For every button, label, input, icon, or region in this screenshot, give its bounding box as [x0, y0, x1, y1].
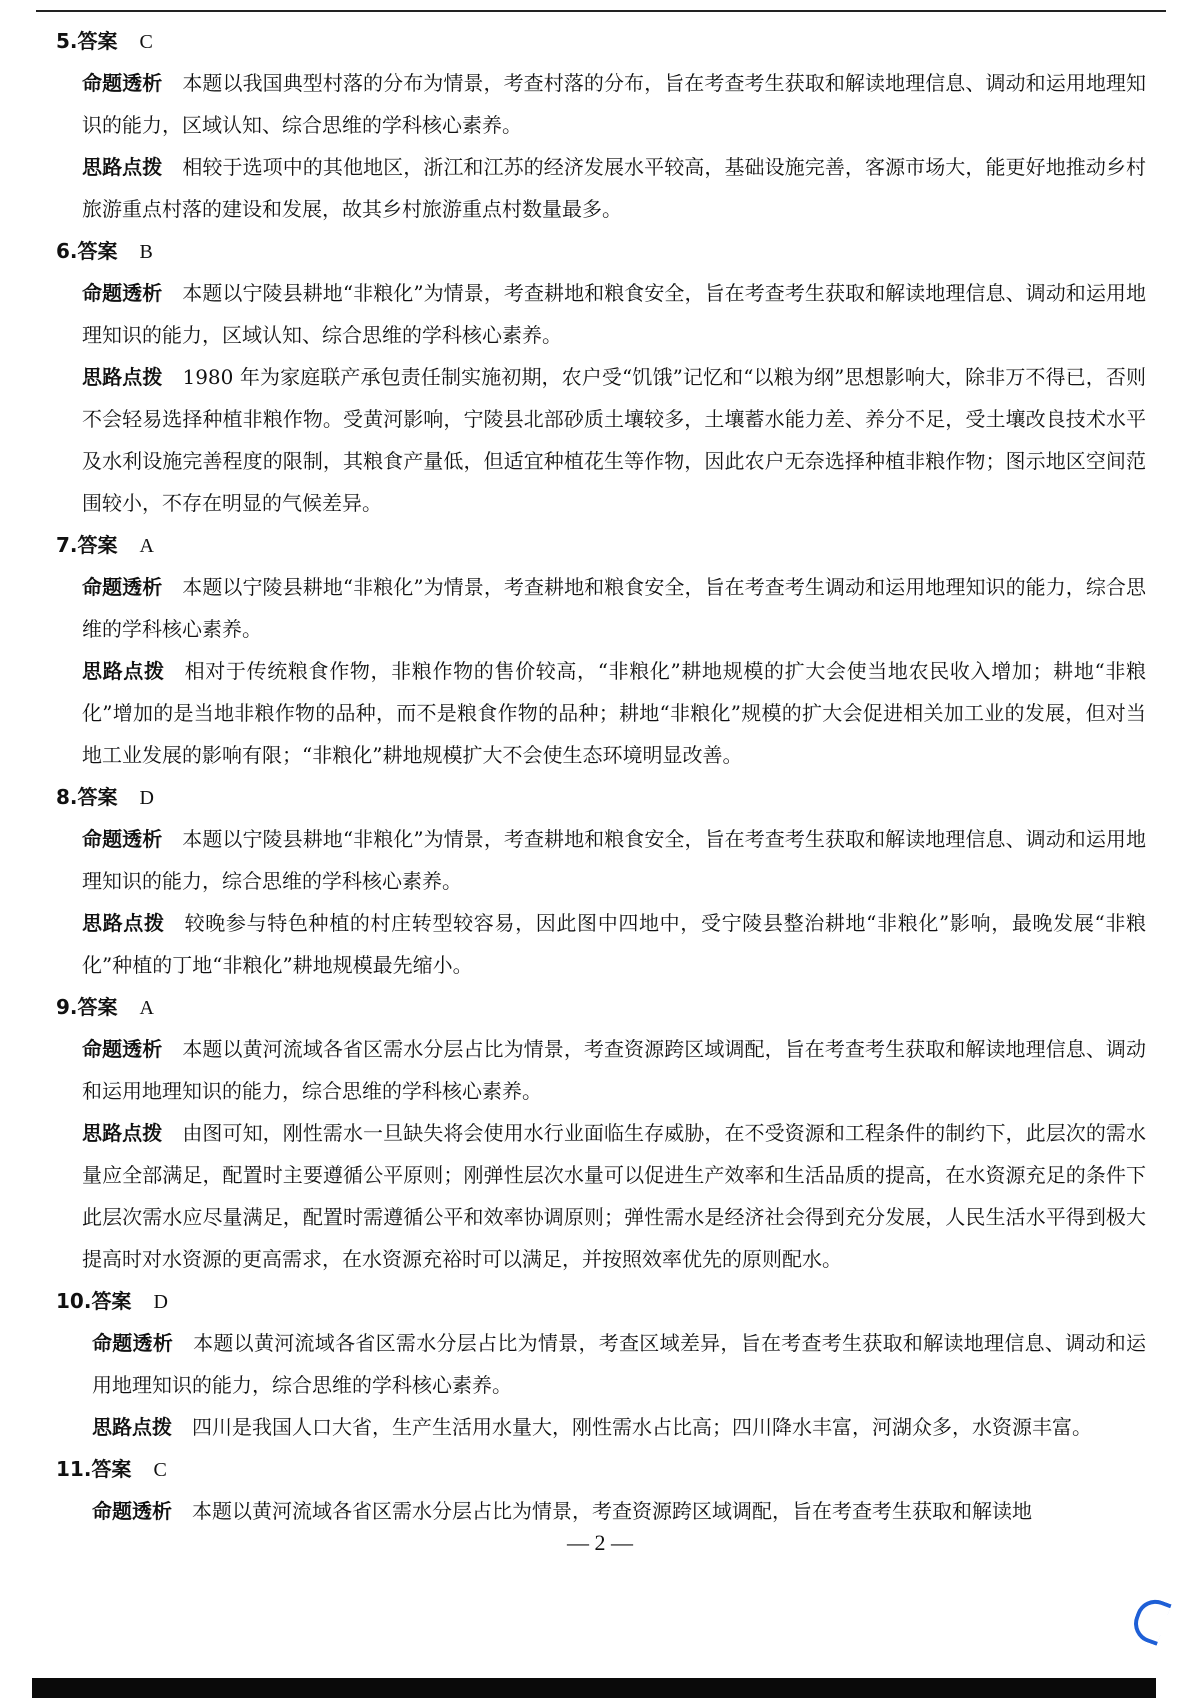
hint-paragraph: [82, 356, 1146, 524]
hint-label: 思路点拨: [82, 1121, 163, 1145]
answer-label: 答案: [77, 239, 118, 263]
analysis-text: 本题以黄河流域各省区需水分层占比为情景，考查区域差异，旨在考查考生获取和解读地理信息、调动和运用地理知识的能力，综合思维的学科核心素养。: [92, 1331, 1147, 1397]
analysis-paragraph: [82, 1028, 1146, 1112]
hint-text: 较晚参与特色种植的村庄转型较容易，因此图中四地中，受宁陵县整治耕地“非粮化”影响，最晚发展“非粮化”种植的丁地“非粮化”耕地规模最先缩小。: [82, 911, 1146, 977]
page-number: — 2 —: [567, 1530, 633, 1555]
analysis-paragraph: [82, 272, 1146, 356]
analysis-label: 命题透析: [82, 575, 163, 599]
answer-line: [56, 230, 1146, 272]
hint-paragraph: [82, 902, 1146, 986]
analysis-paragraph: [82, 818, 1146, 902]
analysis-text: 本题以宁陵县耕地“非粮化”为情景，考查耕地和粮食安全，旨在考查考生获取和解读地理信息、调动和运用地理知识的能力，区域认知、综合思维的学科核心素养。: [82, 281, 1147, 347]
analysis-text: 本题以宁陵县耕地“非粮化”为情景，考查耕地和粮食安全，旨在考查考生调动和运用地理知识的能力，综合思维的学科核心素养。: [82, 575, 1147, 641]
hint-text: 相较于选项中的其他地区，浙江和江苏的经济发展水平较高，基础设施完善，客源市场大，能更好地推动乡村旅游重点村落的建设和发展，故其乡村旅游重点村数量最多。: [82, 155, 1147, 221]
analysis-label: 命题透析: [92, 1331, 174, 1355]
answer-label: 答案: [91, 1457, 132, 1481]
hint-text: 四川是我国人口大省，生产生活用水量大，刚性需水占比高；四川降水丰富，河湖众多，水资源丰富。: [192, 1415, 1092, 1439]
analysis-paragraph: [82, 62, 1146, 146]
hint-paragraph: [82, 1112, 1146, 1280]
question-number: 5.: [56, 29, 78, 53]
hint-paragraph: [82, 146, 1146, 230]
hint-label: 思路点拨: [82, 155, 163, 179]
answer-label: 答案: [77, 29, 118, 53]
analysis-paragraph: [82, 566, 1146, 650]
bottom-bar: [32, 1678, 1156, 1698]
top-rule: [36, 10, 1166, 12]
question-number: 10.: [56, 1289, 92, 1313]
answer-line: [56, 1448, 1146, 1490]
hint-label: 思路点拨: [82, 911, 165, 935]
hint-label: 思路点拨: [92, 1415, 172, 1439]
answer-label: 答案: [77, 785, 118, 809]
analysis-text: 本题以黄河流域各省区需水分层占比为情景，考查资源跨区域调配，旨在考查考生获取和解读地理信息、调动和运用地理知识的能力，综合思维的学科核心素养。: [82, 1037, 1147, 1103]
hint-text: 相对于传统粮食作物，非粮作物的售价较高，“非粮化”耕地规模的扩大会使当地农民收入增加；耕地“非粮化”增加的是当地非粮作物的品种，而不是粮食作物的品种；耕地“非粮化”规模的扩大会促进相关加工业的发展，但对当地工业发展的影响有限；“非粮化”耕地规模扩大不会使生态环境明显改善。: [82, 659, 1146, 767]
question-9: [56, 986, 1146, 1280]
question-number: 6.: [56, 239, 78, 263]
analysis-label: 命题透析: [92, 1499, 172, 1523]
hint-paragraph: [92, 1406, 1146, 1448]
page-curl-mark-icon: [1128, 1594, 1171, 1646]
answer-value: A: [139, 535, 154, 557]
answer-label: 答案: [77, 533, 118, 557]
analysis-paragraph: [92, 1490, 1146, 1532]
analysis-paragraph: [92, 1322, 1146, 1406]
question-7: [56, 524, 1146, 776]
analysis-text: 本题以我国典型村落的分布为情景，考查村落的分布，旨在考查考生获取和解读地理信息、调动和运用地理知识的能力，区域认知、综合思维的学科核心素养。: [82, 71, 1147, 137]
question-number: 11.: [56, 1457, 92, 1481]
answer-value: C: [139, 31, 153, 53]
question-6: [56, 230, 1146, 524]
analysis-label: 命题透析: [82, 1037, 163, 1061]
answer-label: 答案: [91, 1289, 132, 1313]
question-10: [56, 1280, 1146, 1448]
answer-line: [56, 20, 1146, 62]
answer-value: B: [139, 241, 153, 263]
question-5: [56, 20, 1146, 230]
hint-paragraph: [82, 650, 1146, 776]
question-8: [56, 776, 1146, 986]
analysis-label: 命题透析: [82, 827, 163, 851]
analysis-text: 本题以黄河流域各省区需水分层占比为情景，考查资源跨区域调配，旨在考查考生获取和解读地: [192, 1499, 1032, 1523]
question-number: 8.: [56, 785, 78, 809]
analysis-label: 命题透析: [82, 71, 163, 95]
answer-line: [56, 776, 1146, 818]
answer-content: [56, 20, 1146, 1532]
question-11: [56, 1448, 1146, 1532]
answer-label: 答案: [77, 995, 118, 1019]
answer-line: [56, 1280, 1146, 1322]
analysis-label: 命题透析: [82, 281, 163, 305]
answer-value: D: [153, 1291, 168, 1313]
answer-value: D: [139, 787, 154, 809]
answer-value: C: [153, 1459, 167, 1481]
question-number: 7.: [56, 533, 78, 557]
answer-line: [56, 986, 1146, 1028]
hint-label: 思路点拨: [82, 365, 163, 389]
answer-line: [56, 524, 1146, 566]
answer-value: A: [139, 997, 154, 1019]
hint-text: 1980 年为家庭联产承包责任制实施初期，农户受“饥饿”记忆和“以粮为纲”思想影响大，除非万不得已，否则不会轻易选择种植非粮作物。受黄河影响，宁陵县北部砂质土壤较多，土壤蓄水能力差、养分不足，受土壤改良技术水平及水利设施完善程度的限制，其粮食产量低，但适宜种植花生等作物，因此农户无奈选择种植非粮作物；图示地区空间范围较小，不存在明显的气候差异。: [82, 365, 1147, 515]
question-number: 9.: [56, 995, 78, 1019]
hint-text: 由图可知，刚性需水一旦缺失将会使用水行业面临生存威胁，在不受资源和工程条件的制约下，此层次的需水量应全部满足，配置时主要遵循公平原则；刚弹性层次水量可以促进生产效率和生活品质的提高，在水资源充足的条件下此层次需水应尽量满足，配置时需遵循公平和效率协调原则；弹性需水是经济社会得到充分发展，人民生活水平得到极大提高时对水资源的更高需求，在水资源充裕时可以满足，并按照效率优先的原则配水。: [82, 1121, 1147, 1271]
hint-label: 思路点拨: [82, 659, 165, 683]
analysis-text: 本题以宁陵县耕地“非粮化”为情景，考查耕地和粮食安全，旨在考查考生获取和解读地理信息、调动和运用地理知识的能力，综合思维的学科核心素养。: [82, 827, 1147, 893]
